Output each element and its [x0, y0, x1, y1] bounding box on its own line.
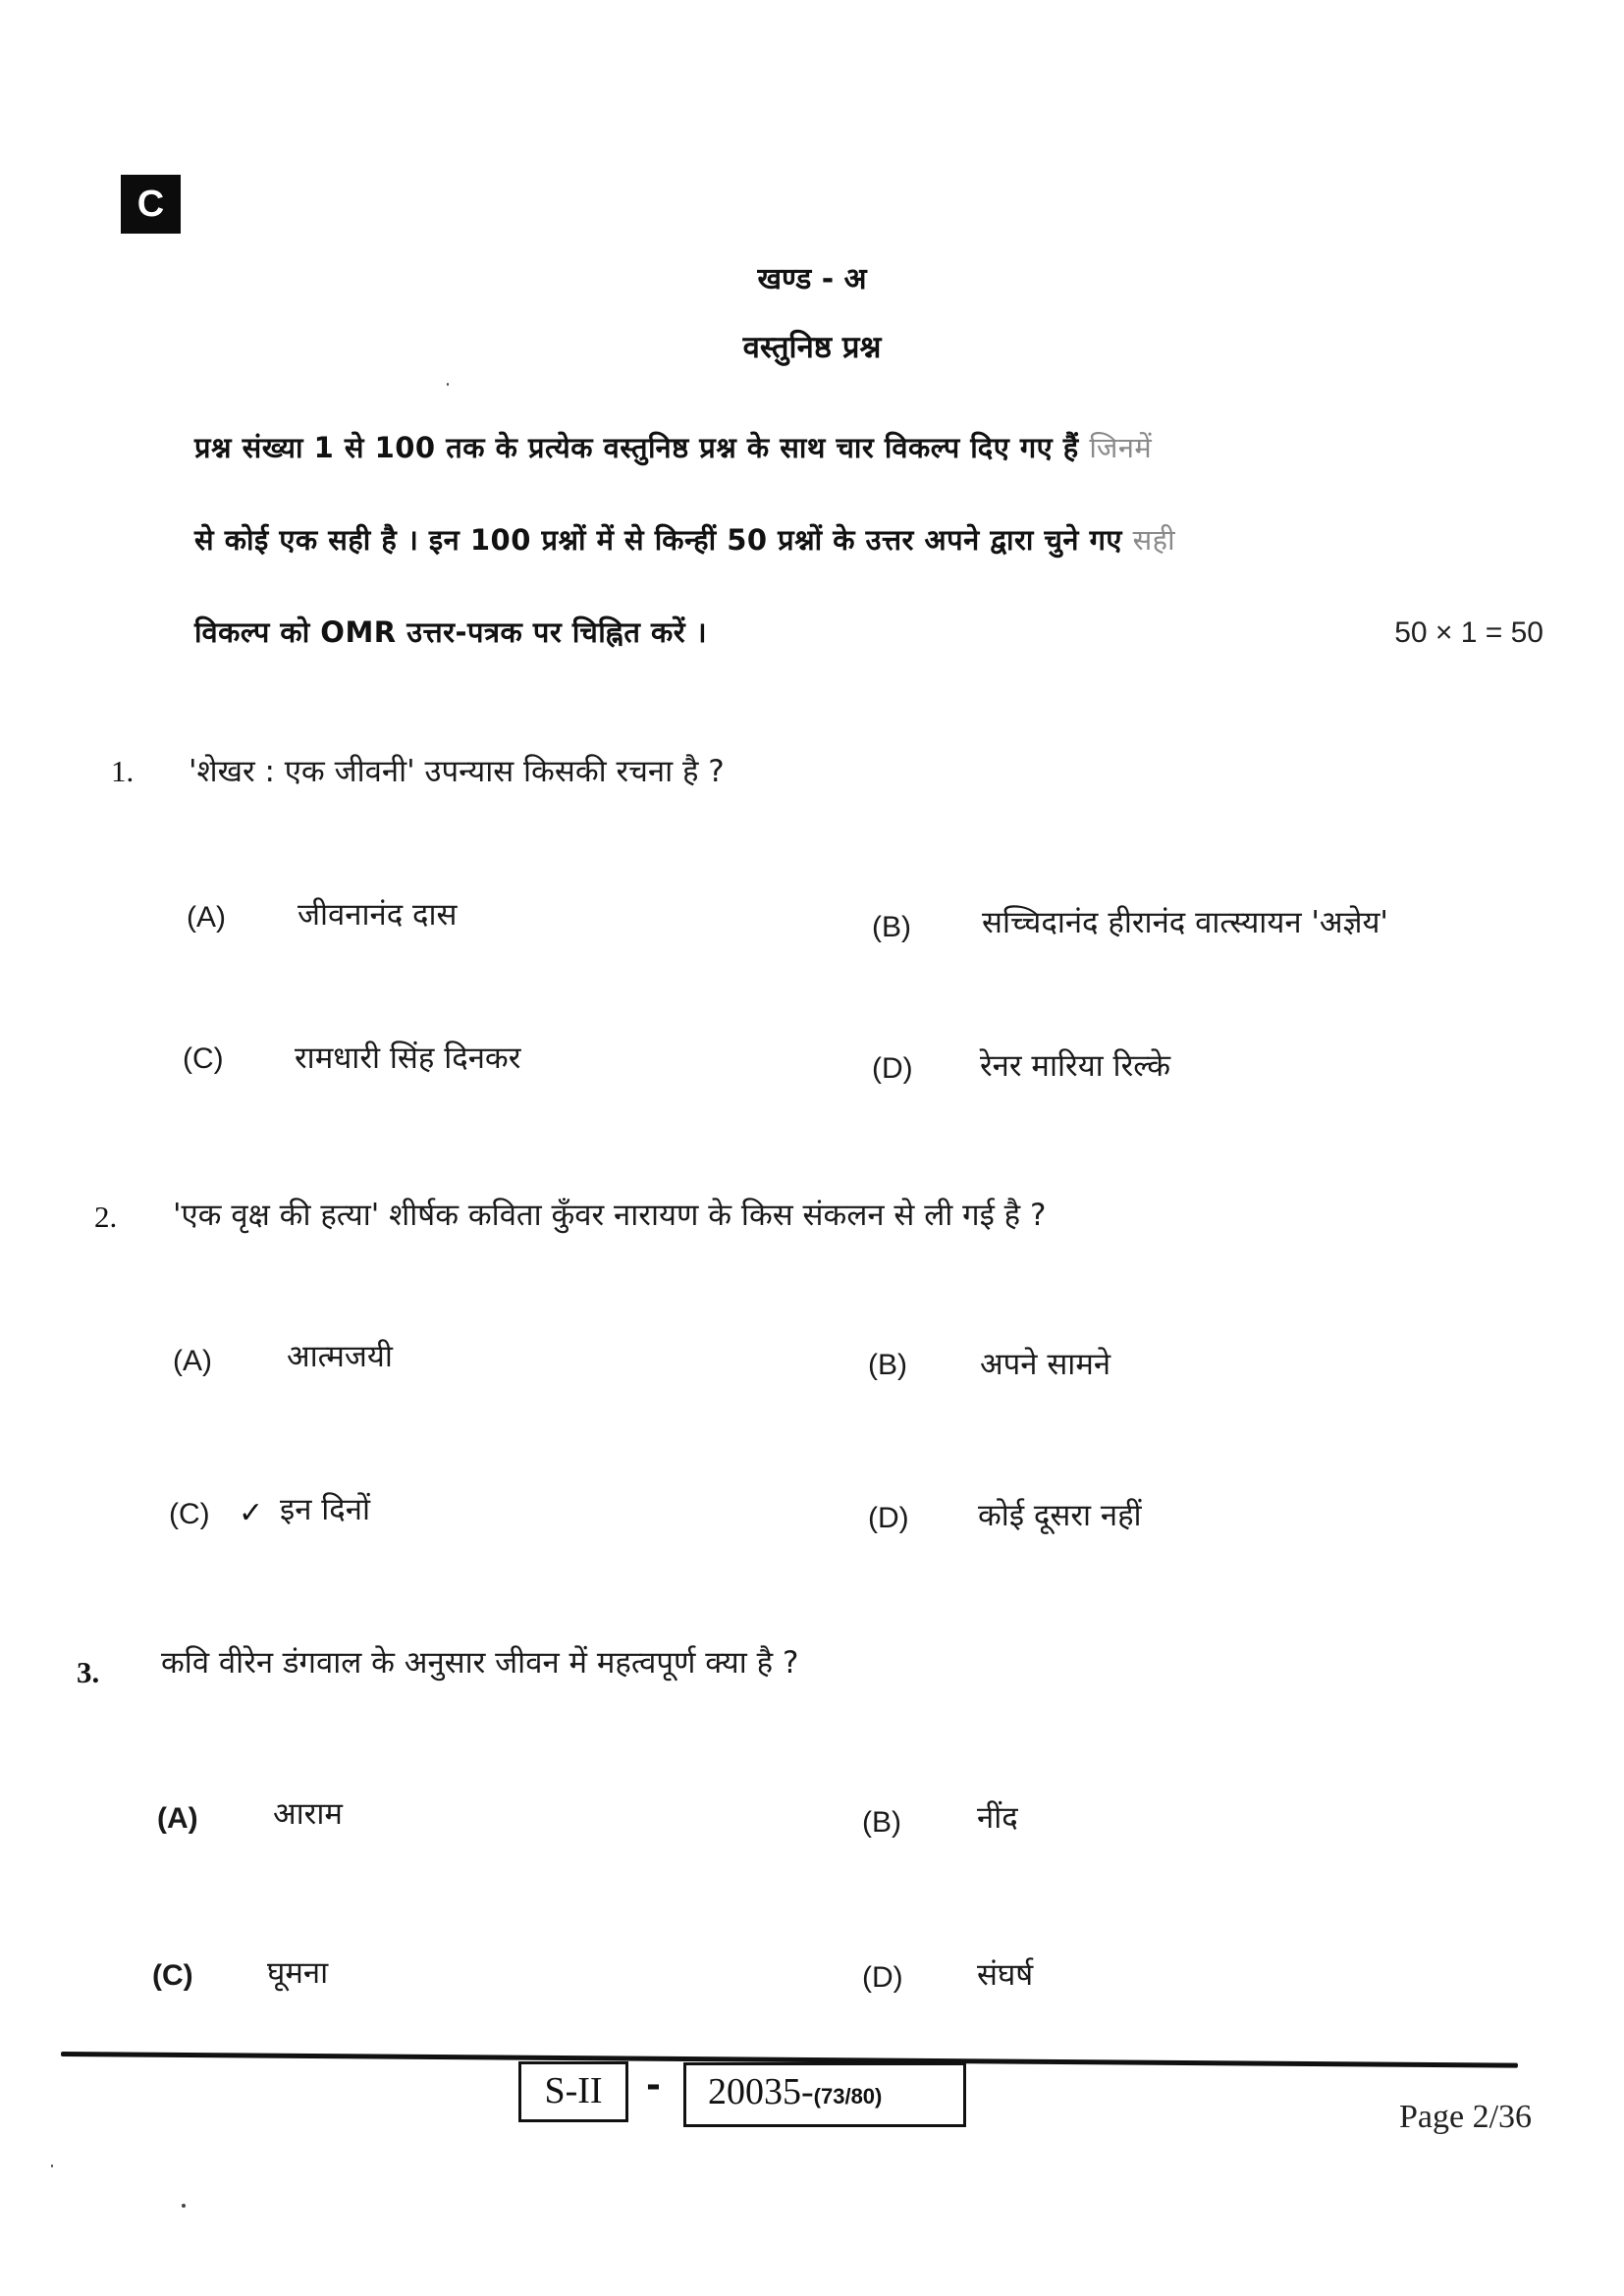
option-label-b: (B) [868, 1349, 907, 1381]
option-label-a: (A) [157, 1802, 198, 1835]
option-text-b[interactable]: अपने सामने [980, 1347, 1111, 1382]
option-text-b[interactable]: सच्चिदानंद हीरानंद वात्स्यायन 'अज्ञेय' [982, 905, 1388, 940]
option-label-c: (C) [183, 1042, 224, 1075]
question-number: 3. [77, 1655, 100, 1689]
question-text: 'एक वृक्ष की हत्या' शीर्षक कविता कुँवर नारायण के किस संकलन से ली गई है ? [173, 1198, 1047, 1233]
section-title: खण्ड - अ [757, 262, 867, 296]
scan-speck [51, 2164, 53, 2167]
instructions-line-2-tail: सही [1132, 523, 1176, 557]
set-code-badge: C [121, 175, 181, 234]
section-subtitle: वस्तुनिष्ठ प्रश्न [742, 330, 882, 365]
instructions-line-1-tail: जिनमें [1089, 431, 1153, 464]
option-label-b: (B) [862, 1806, 901, 1839]
option-text-d[interactable]: रेनर मारिया रिल्के [980, 1048, 1171, 1084]
page-number: Page 2/36 [1399, 2099, 1533, 2135]
option-text-a[interactable]: जीवनानंद दास [298, 897, 458, 933]
question-number: 1. [111, 754, 135, 788]
option-label-c: (C) [152, 1959, 193, 1992]
question-text: 'शेखर : एक जीवनी' उपन्यास किसकी रचना है ? [189, 754, 725, 789]
footer-separator: - [646, 2065, 661, 2106]
option-text-a[interactable]: आत्मजयी [287, 1339, 393, 1374]
option-label-c: (C) [169, 1498, 210, 1530]
question-text: कवि वीरेन डंगवाल के अनुसार जीवन में महत्वपूर्ण क्या है ? [161, 1645, 799, 1681]
paper-code: 20035- [708, 2071, 814, 2112]
instructions-line-3: विकल्प को OMR उत्तर-पत्रक पर चिह्नित करें । [194, 615, 708, 649]
option-label-d: (D) [872, 1052, 913, 1085]
option-label-a: (A) [187, 901, 226, 934]
scan-speck [182, 2204, 186, 2208]
option-label-a: (A) [173, 1345, 212, 1377]
option-text-b[interactable]: नींद [977, 1800, 1018, 1836]
option-label-b: (B) [872, 911, 911, 943]
instructions-line-2-text: से कोई एक सही है । इन 100 प्रश्नों में से किन्हीं 50 प्रश्नों के उत्तर अपने द्वारा चुने गए [194, 523, 1122, 557]
option-label-d: (D) [862, 1961, 903, 1994]
marks-allocation: 50 × 1 = 50 [1394, 616, 1543, 649]
paper-code-box [683, 2062, 966, 2127]
option-label-d: (D) [868, 1502, 909, 1534]
option-text-c[interactable]: रामधारी सिंह दिनकर [295, 1041, 521, 1076]
option-text-a[interactable]: आराम [273, 1796, 343, 1832]
instructions-line-1-text: प्रश्न संख्या 1 से 100 तक के प्रत्येक वस्तुनिष्ठ प्रश्न के साथ चार विकल्प दिए गए हैं [194, 431, 1079, 464]
series-code-box: S-II [518, 2061, 628, 2122]
question-number: 2. [94, 1200, 118, 1234]
scan-speck [447, 383, 449, 386]
instructions-line-2 [194, 520, 1175, 559]
option-text-c[interactable]: घूमना [267, 1955, 329, 1991]
option-text-d[interactable]: संघर्ष [977, 1957, 1034, 1993]
option-text-d[interactable]: कोई दूसरा नहीं [978, 1498, 1142, 1533]
instructions-line-1 [194, 428, 1152, 466]
option-text-c[interactable]: इन दिनों [280, 1492, 371, 1527]
paper-code-suffix: (73/80) [813, 2084, 883, 2109]
handwritten-check-icon: ✓ [239, 1496, 264, 1530]
